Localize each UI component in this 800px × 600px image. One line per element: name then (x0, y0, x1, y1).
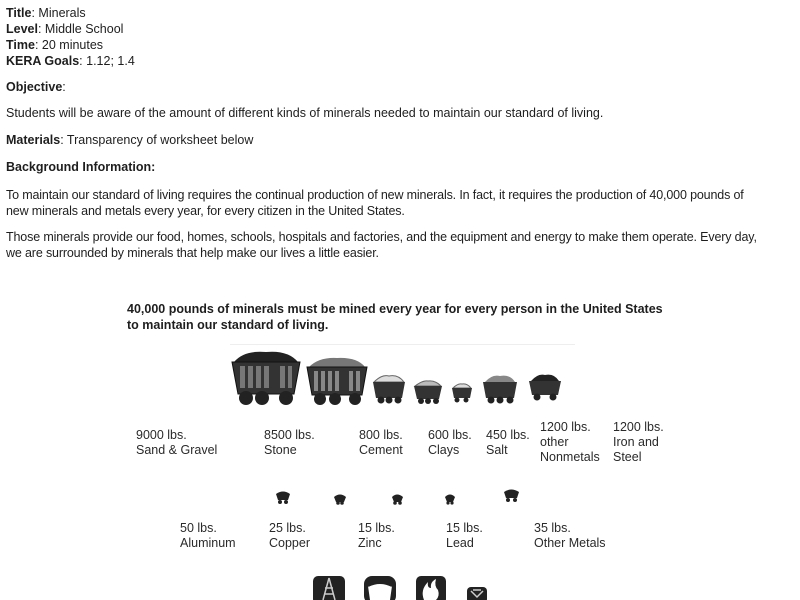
uranium-icon (467, 587, 487, 600)
mineral-label-iron-steel: 1200 lbs. Iron and Steel (613, 420, 664, 464)
background-para-1: To maintain our standard of living requires the continual production of new minerals. In fact, it requires the production of 40,000 pounds of new minerals and metals every year, for every citizen in the United States. (6, 188, 744, 218)
mineral-label-lead: 15 lbs. Lead (446, 521, 483, 550)
lesson-meta (6, 5, 135, 69)
background-heading: Background Information: (6, 160, 156, 174)
mineral-label-copper: 25 lbs. Copper (269, 521, 310, 550)
mine-cart-icon (305, 355, 369, 407)
objective-text: Students will be aware of the amount of different kinds of minerals needed to maintain our standard of living. (6, 106, 604, 120)
mineral-label-stone: 8500 lbs. Stone (264, 428, 315, 457)
mine-cart-icon (372, 374, 406, 404)
divider (230, 344, 575, 345)
mine-cart-icon (482, 374, 518, 404)
mineral-label-cement: 800 lbs. Cement (359, 428, 403, 457)
mine-cart-icon (333, 493, 347, 505)
meta-title: Title: Minerals (6, 6, 86, 20)
objective-heading: Objective: (6, 80, 66, 94)
meta-time: Time: 20 minutes (6, 38, 104, 52)
coal-cart-icon (364, 576, 396, 600)
mine-cart-icon (275, 490, 291, 504)
mine-cart-icon (503, 488, 520, 502)
worksheet-title: 40,000 pounds of minerals must be mined every year for every person in the United States to maintain our standard of living. (127, 302, 663, 332)
mineral-label-aluminum: 50 lbs. Aluminum (180, 521, 236, 550)
meta-level: Level: Middle School (6, 22, 124, 36)
mine-cart-icon (230, 350, 302, 406)
meta-kera: KERA Goals: 1.12; 1.4 (6, 54, 135, 68)
mineral-label-clays: 600 lbs. Clays (428, 428, 472, 457)
gas-flame-icon (416, 576, 446, 600)
mineral-label-zinc: 15 lbs. Zinc (358, 521, 395, 550)
mine-cart-icon (451, 383, 473, 403)
mine-cart-icon (391, 493, 404, 505)
mine-cart-icon (413, 380, 443, 404)
background-para-2: Those minerals provide our food, homes, schools, hospitals and factories, and the equipment and energy to make them operate. Every day, we are surrounded by minerals that help make our lives a little easier. (6, 230, 757, 260)
materials: Materials: Transparency of worksheet below (6, 133, 254, 147)
mine-cart-icon (528, 373, 562, 401)
mineral-label-sand-gravel: 9000 lbs. Sand & Gravel (136, 428, 218, 457)
mineral-label-other-nonmetals: 1200 lbs. other Nonmetals (540, 420, 600, 464)
mineral-label-salt: 450 lbs. Salt (486, 428, 530, 457)
oil-derrick-icon (313, 576, 345, 600)
mine-cart-icon (444, 493, 456, 505)
mineral-label-other-metals: 35 lbs. Other Metals (534, 521, 606, 550)
